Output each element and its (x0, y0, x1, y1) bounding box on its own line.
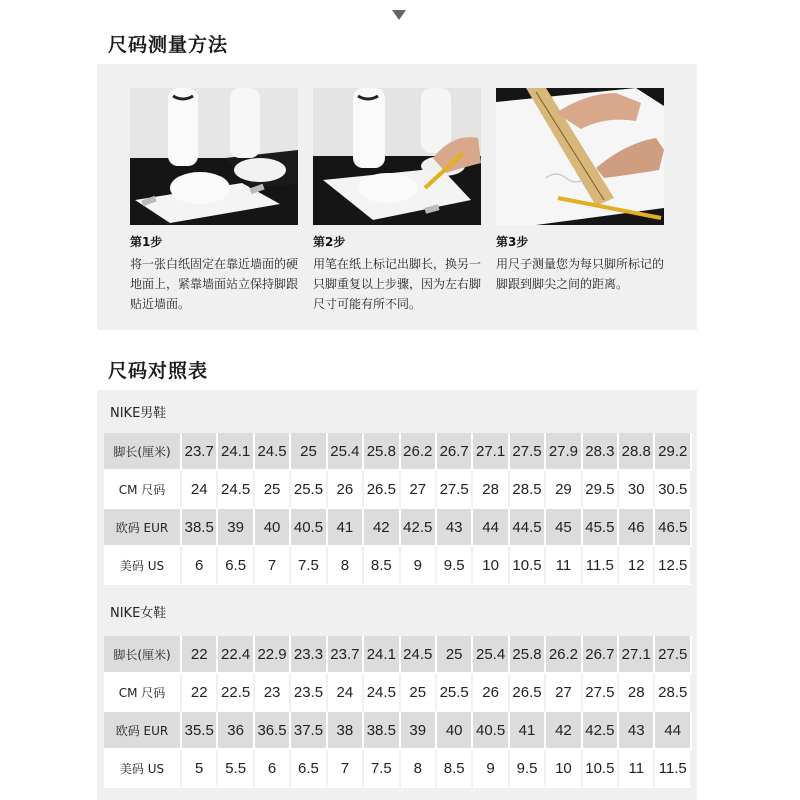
size-cell: 9 (473, 750, 509, 788)
table-row (104, 636, 692, 674)
size-cell: 37.5 (291, 712, 327, 750)
size-cell: 7.5 (291, 547, 327, 585)
measure-steps-panel (97, 64, 697, 330)
size-cell: 42.5 (583, 712, 619, 750)
size-cell: 24.5 (364, 674, 400, 712)
size-cell: 25.8 (510, 636, 546, 674)
size-cell: 42 (546, 712, 582, 750)
size-cell: 25 (291, 433, 327, 471)
step-1 (130, 88, 298, 314)
size-cell: 25.4 (328, 433, 364, 471)
size-cell: 46.5 (655, 509, 692, 547)
size-cell: 26.2 (546, 636, 582, 674)
size-cell: 29.2 (655, 433, 692, 471)
size-cell: 25.8 (364, 433, 400, 471)
size-cell: 6.5 (291, 750, 327, 788)
size-cell: 26 (473, 674, 509, 712)
size-cell: 22.5 (218, 674, 254, 712)
row-header: 美码 US (104, 547, 182, 585)
size-cell: 43 (619, 712, 655, 750)
size-cell: 36.5 (255, 712, 291, 750)
size-cell: 25 (401, 674, 437, 712)
size-cell: 35.5 (182, 712, 218, 750)
step-3 (496, 88, 664, 294)
size-cell: 10.5 (510, 547, 546, 585)
table-row (104, 547, 692, 585)
size-cell: 27.9 (546, 433, 582, 471)
size-cell: 8 (328, 547, 364, 585)
size-cell: 9 (401, 547, 437, 585)
size-cell: 30 (619, 471, 655, 509)
size-cell: 27 (401, 471, 437, 509)
size-cell: 10.5 (583, 750, 619, 788)
size-cell: 6 (182, 547, 218, 585)
size-cell: 28.3 (583, 433, 619, 471)
size-cell: 38.5 (182, 509, 218, 547)
size-cell: 39 (218, 509, 254, 547)
size-cell: 12 (619, 547, 655, 585)
size-cell: 25.4 (473, 636, 509, 674)
step-3-text: 用尺子测量您为每只脚所标记的脚跟到脚尖之间的距离。 (496, 257, 665, 291)
size-cell: 40.5 (291, 509, 327, 547)
size-cell: 8.5 (437, 750, 473, 788)
size-cell: 22 (182, 636, 218, 674)
size-cell: 27.5 (655, 636, 692, 674)
row-header: CM 尺码 (104, 674, 182, 712)
size-cell: 8 (401, 750, 437, 788)
size-cell: 42 (364, 509, 400, 547)
size-cell: 27.5 (583, 674, 619, 712)
size-cell: 23 (255, 674, 291, 712)
step-1-photo (130, 88, 298, 225)
size-cell: 5 (182, 750, 218, 788)
size-cell: 11.5 (583, 547, 619, 585)
size-cell: 26 (328, 471, 364, 509)
size-cell: 28 (619, 674, 655, 712)
size-cell: 46 (619, 509, 655, 547)
step-2-title: 第2步 (313, 235, 346, 249)
row-header: 欧码 EUR (104, 712, 182, 750)
size-cell: 38.5 (364, 712, 400, 750)
size-cell: 22.9 (255, 636, 291, 674)
size-cell: 40 (255, 509, 291, 547)
size-cell: 11 (619, 750, 655, 788)
table-row (104, 750, 692, 788)
size-cell: 9.5 (510, 750, 546, 788)
step-2 (313, 88, 481, 314)
size-cell: 23.3 (291, 636, 327, 674)
size-cell: 9.5 (437, 547, 473, 585)
size-cell: 11 (546, 547, 582, 585)
size-cell: 28.5 (510, 471, 546, 509)
size-cell: 30.5 (655, 471, 692, 509)
size-cell: 23.7 (182, 433, 218, 471)
size-cell: 28.8 (619, 433, 655, 471)
size-cell: 10 (546, 750, 582, 788)
size-cell: 27.1 (473, 433, 509, 471)
size-cell: 7.5 (364, 750, 400, 788)
men-size-table (104, 433, 692, 585)
size-cell: 26.7 (583, 636, 619, 674)
size-cell: 45 (546, 509, 582, 547)
size-cell: 44 (473, 509, 509, 547)
step-3-title: 第3步 (496, 235, 529, 249)
size-cell: 26.7 (437, 433, 473, 471)
men-table-label: NIKE男鞋 (110, 406, 167, 421)
size-cell: 40 (437, 712, 473, 750)
size-cell: 29 (546, 471, 582, 509)
size-cell: 28.5 (655, 674, 692, 712)
size-cell: 24.5 (255, 433, 291, 471)
size-cell: 39 (401, 712, 437, 750)
size-cell: 25 (255, 471, 291, 509)
size-cell: 43 (437, 509, 473, 547)
row-header: CM 尺码 (104, 471, 182, 509)
row-header: 脚长(厘米) (104, 636, 182, 674)
size-cell: 29.5 (583, 471, 619, 509)
size-cell: 25.5 (291, 471, 327, 509)
size-cell: 24.5 (401, 636, 437, 674)
size-cell: 7 (328, 750, 364, 788)
table-row (104, 471, 692, 509)
size-cell: 7 (255, 547, 291, 585)
size-cell: 24 (182, 471, 218, 509)
size-cell: 38 (328, 712, 364, 750)
table-row (104, 433, 692, 471)
size-cell: 22 (182, 674, 218, 712)
size-cell: 25 (437, 636, 473, 674)
size-cell: 24.1 (218, 433, 254, 471)
size-cell: 12.5 (655, 547, 692, 585)
measure-section-title: 尺码测量方法 (108, 34, 229, 56)
step-1-text: 将一张白纸固定在靠近墙面的硬地面上，紧靠墙面站立保持脚跟贴近墙面。 (130, 257, 299, 311)
size-cell: 22.4 (218, 636, 254, 674)
size-cell: 8.5 (364, 547, 400, 585)
row-header: 脚长(厘米) (104, 433, 182, 471)
step-2-text: 用笔在纸上标记出脚长，换另一只脚重复以上步骤，因为左右脚尺寸可能有所不同。 (313, 257, 482, 311)
size-cell: 44 (655, 712, 692, 750)
women-size-table (104, 636, 692, 788)
size-cell: 26.5 (364, 471, 400, 509)
size-cell: 41 (328, 509, 364, 547)
size-cell: 24.1 (364, 636, 400, 674)
size-cell: 24 (328, 674, 364, 712)
size-cell: 23.7 (328, 636, 364, 674)
size-cell: 36 (218, 712, 254, 750)
size-chart-title: 尺码对照表 (108, 360, 209, 382)
step-1-title: 第1步 (130, 235, 163, 249)
size-cell: 6 (255, 750, 291, 788)
down-arrow-icon (392, 10, 406, 20)
row-header: 欧码 EUR (104, 509, 182, 547)
table-row (104, 674, 692, 712)
size-cell: 10 (473, 547, 509, 585)
size-cell: 25.5 (437, 674, 473, 712)
size-cell: 44.5 (510, 509, 546, 547)
size-cell: 40.5 (473, 712, 509, 750)
table-row (104, 712, 692, 750)
size-cell: 27.1 (619, 636, 655, 674)
women-table-label: NIKE女鞋 (110, 606, 167, 621)
size-cell: 41 (510, 712, 546, 750)
step-3-photo (496, 88, 664, 225)
row-header: 美码 US (104, 750, 182, 788)
size-cell: 23.5 (291, 674, 327, 712)
step-2-photo (313, 88, 481, 225)
size-cell: 26.2 (401, 433, 437, 471)
size-cell: 42.5 (401, 509, 437, 547)
size-cell: 5.5 (218, 750, 254, 788)
size-cell: 6.5 (218, 547, 254, 585)
size-cell: 27.5 (510, 433, 546, 471)
table-row (104, 509, 692, 547)
size-cell: 28 (473, 471, 509, 509)
size-cell: 27.5 (437, 471, 473, 509)
size-cell: 26.5 (510, 674, 546, 712)
size-cell: 27 (546, 674, 582, 712)
size-cell: 11.5 (655, 750, 692, 788)
size-cell: 45.5 (583, 509, 619, 547)
size-cell: 24.5 (218, 471, 254, 509)
